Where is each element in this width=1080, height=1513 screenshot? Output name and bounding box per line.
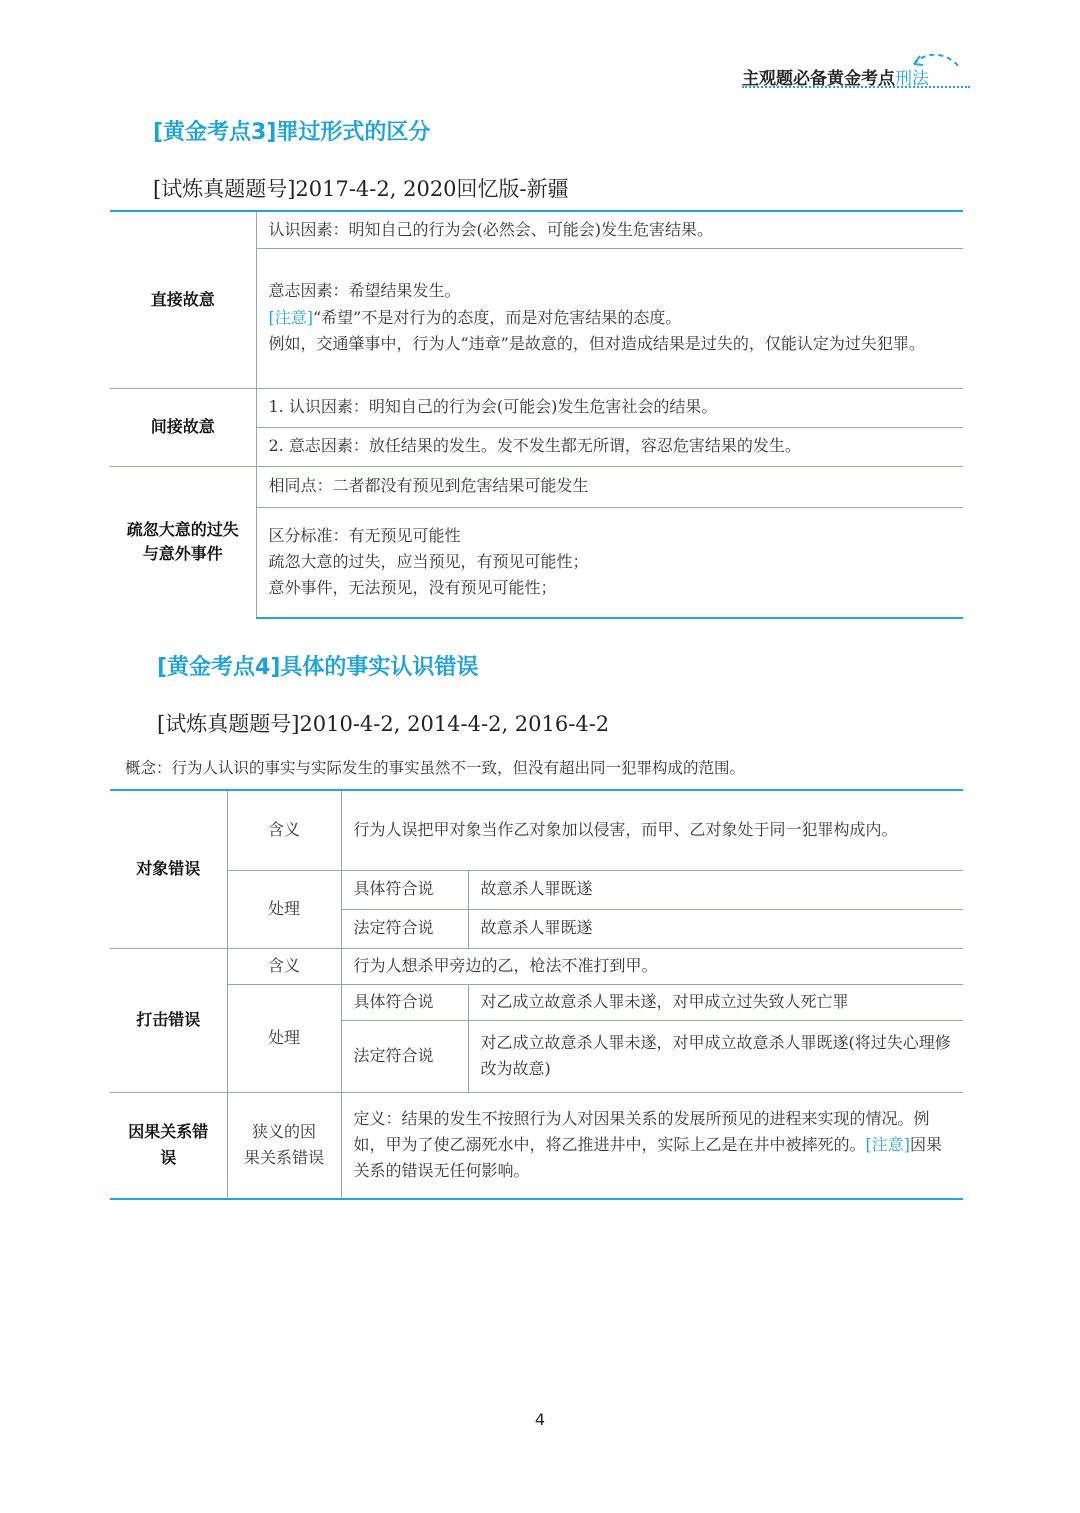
object-error-label: 对象错误 <box>110 790 227 948</box>
page-number: 4 <box>534 1410 546 1429</box>
negligence-a-text: 疏忽大意的过失，应当预见，有预见可能性； <box>268 552 589 572</box>
section3-title: [黄金考点3]罪过形式的区分 <box>153 120 431 145</box>
causal-note-text: 因果关系的错误无任何影响。 <box>353 1135 943 1181</box>
curved-arrow-icon <box>910 50 970 80</box>
strike-concrete-cell: 对乙成立故意杀人罪未遂，对甲成立过失致人死亡罪 <box>468 984 963 1020</box>
strike-handling-label: 处理 <box>227 984 341 1092</box>
guilt-form-table <box>110 210 963 619</box>
strike-meaning-label: 含义 <box>227 948 341 984</box>
header-title-accent: 刑法 <box>895 69 929 89</box>
object-meaning-cell: 行为人误把甲对象当作乙对象加以侵害，而甲、乙对象处于同一犯罪构成内。 <box>341 790 963 870</box>
direct-cognitive-cell: 认识因素：明知自己的行为会(必然会、可能会)发生危害结果。 <box>256 211 963 248</box>
strike-meaning-cell: 行为人想杀甲旁边的乙，枪法不准打到甲。 <box>341 948 963 984</box>
causal-definition-text: 定义：结果的发生不按照行为人对因果关系的发展所预见的进程来实现的情况。例如，甲为了使乙溺死水中，将乙推进井中，实际上乙是在井中被摔死的。 <box>353 1108 930 1155</box>
negligence-b-text: 意外事件，无法预见，没有预见可能性； <box>268 578 557 598</box>
strike-concrete-label: 具体符合说 <box>341 984 468 1020</box>
object-concrete-cell: 故意杀人罪既遂 <box>468 870 963 909</box>
causal-sub-label <box>227 1092 341 1199</box>
direct-will-cell <box>256 248 963 388</box>
direct-will-text: 意志因素：希望结果发生。 <box>268 281 461 301</box>
direct-note-line <box>269 305 952 331</box>
negligence-label-line1: 疏忽大意的过失 <box>126 520 239 540</box>
object-legal-cell: 故意杀人罪既遂 <box>468 909 963 948</box>
note-tag: [注意] <box>865 1135 911 1155</box>
concept-text: 概念：行为人认识的事实与实际发生的事实虽然不一致，但没有超出同一犯罪构成的范围。 <box>125 759 746 777</box>
indirect-will-cell: 2. 意志因素：放任结果的发生。发不发生都无所谓，容忍危害结果的发生。 <box>256 427 963 466</box>
object-meaning-label: 含义 <box>227 790 341 870</box>
causal-sub-label-line2: 果关系错误 <box>243 1148 324 1168</box>
object-legal-label: 法定符合说 <box>341 909 468 948</box>
negligence-same-cell: 相同点：二者都没有预见到危害结果可能发生 <box>256 466 963 507</box>
strike-legal-label: 法定符合说 <box>341 1020 468 1092</box>
direct-example-text: 例如，交通肇事中，行为人“违章”是故意的，但对造成结果是过失的，仅能认定为过失犯罪。 <box>268 334 925 354</box>
negligence-label <box>110 466 256 618</box>
negligence-std-text: 区分标准：有无预见可能性 <box>268 525 461 545</box>
causal-sub-label-line1: 狭义的因 <box>251 1121 316 1141</box>
section3-subtitle: [试炼真题题号]2017-4-2, 2020回忆版-新疆 <box>153 177 569 201</box>
section4-subtitle: [试炼真题题号]2010-4-2, 2014-4-2, 2016-4-2 <box>157 712 610 736</box>
negligence-label-line2: 与意外事件 <box>142 544 223 564</box>
indirect-intent-label: 间接故意 <box>110 388 256 466</box>
negligence-std-cell <box>256 507 963 618</box>
strike-legal-cell: 对乙成立故意杀人罪未遂，对甲成立故意杀人罪既遂(将过失心理修改为故意) <box>468 1020 963 1092</box>
object-handling-label: 处理 <box>227 870 341 948</box>
direct-intent-label: 直接故意 <box>110 211 256 388</box>
direct-note-text: “希望”不是对行为的态度，而是对危害结果的态度。 <box>313 307 682 327</box>
fact-error-table <box>110 789 963 1200</box>
causal-definition-cell <box>341 1092 963 1199</box>
strike-error-label: 打击错误 <box>110 948 227 1092</box>
indirect-cognitive-cell: 1. 认识因素：明知自己的行为会(可能会)发生危害社会的结果。 <box>256 388 963 427</box>
note-tag: [注意] <box>268 307 313 327</box>
header-underline <box>742 86 970 88</box>
causal-error-label: 因果关系错误 <box>110 1092 227 1199</box>
section4-title: [黄金考点4]具体的事实认识错误 <box>157 655 479 680</box>
object-concrete-label: 具体符合说 <box>341 870 468 909</box>
header-title-main: 主观题必备黄金考点 <box>742 69 895 89</box>
